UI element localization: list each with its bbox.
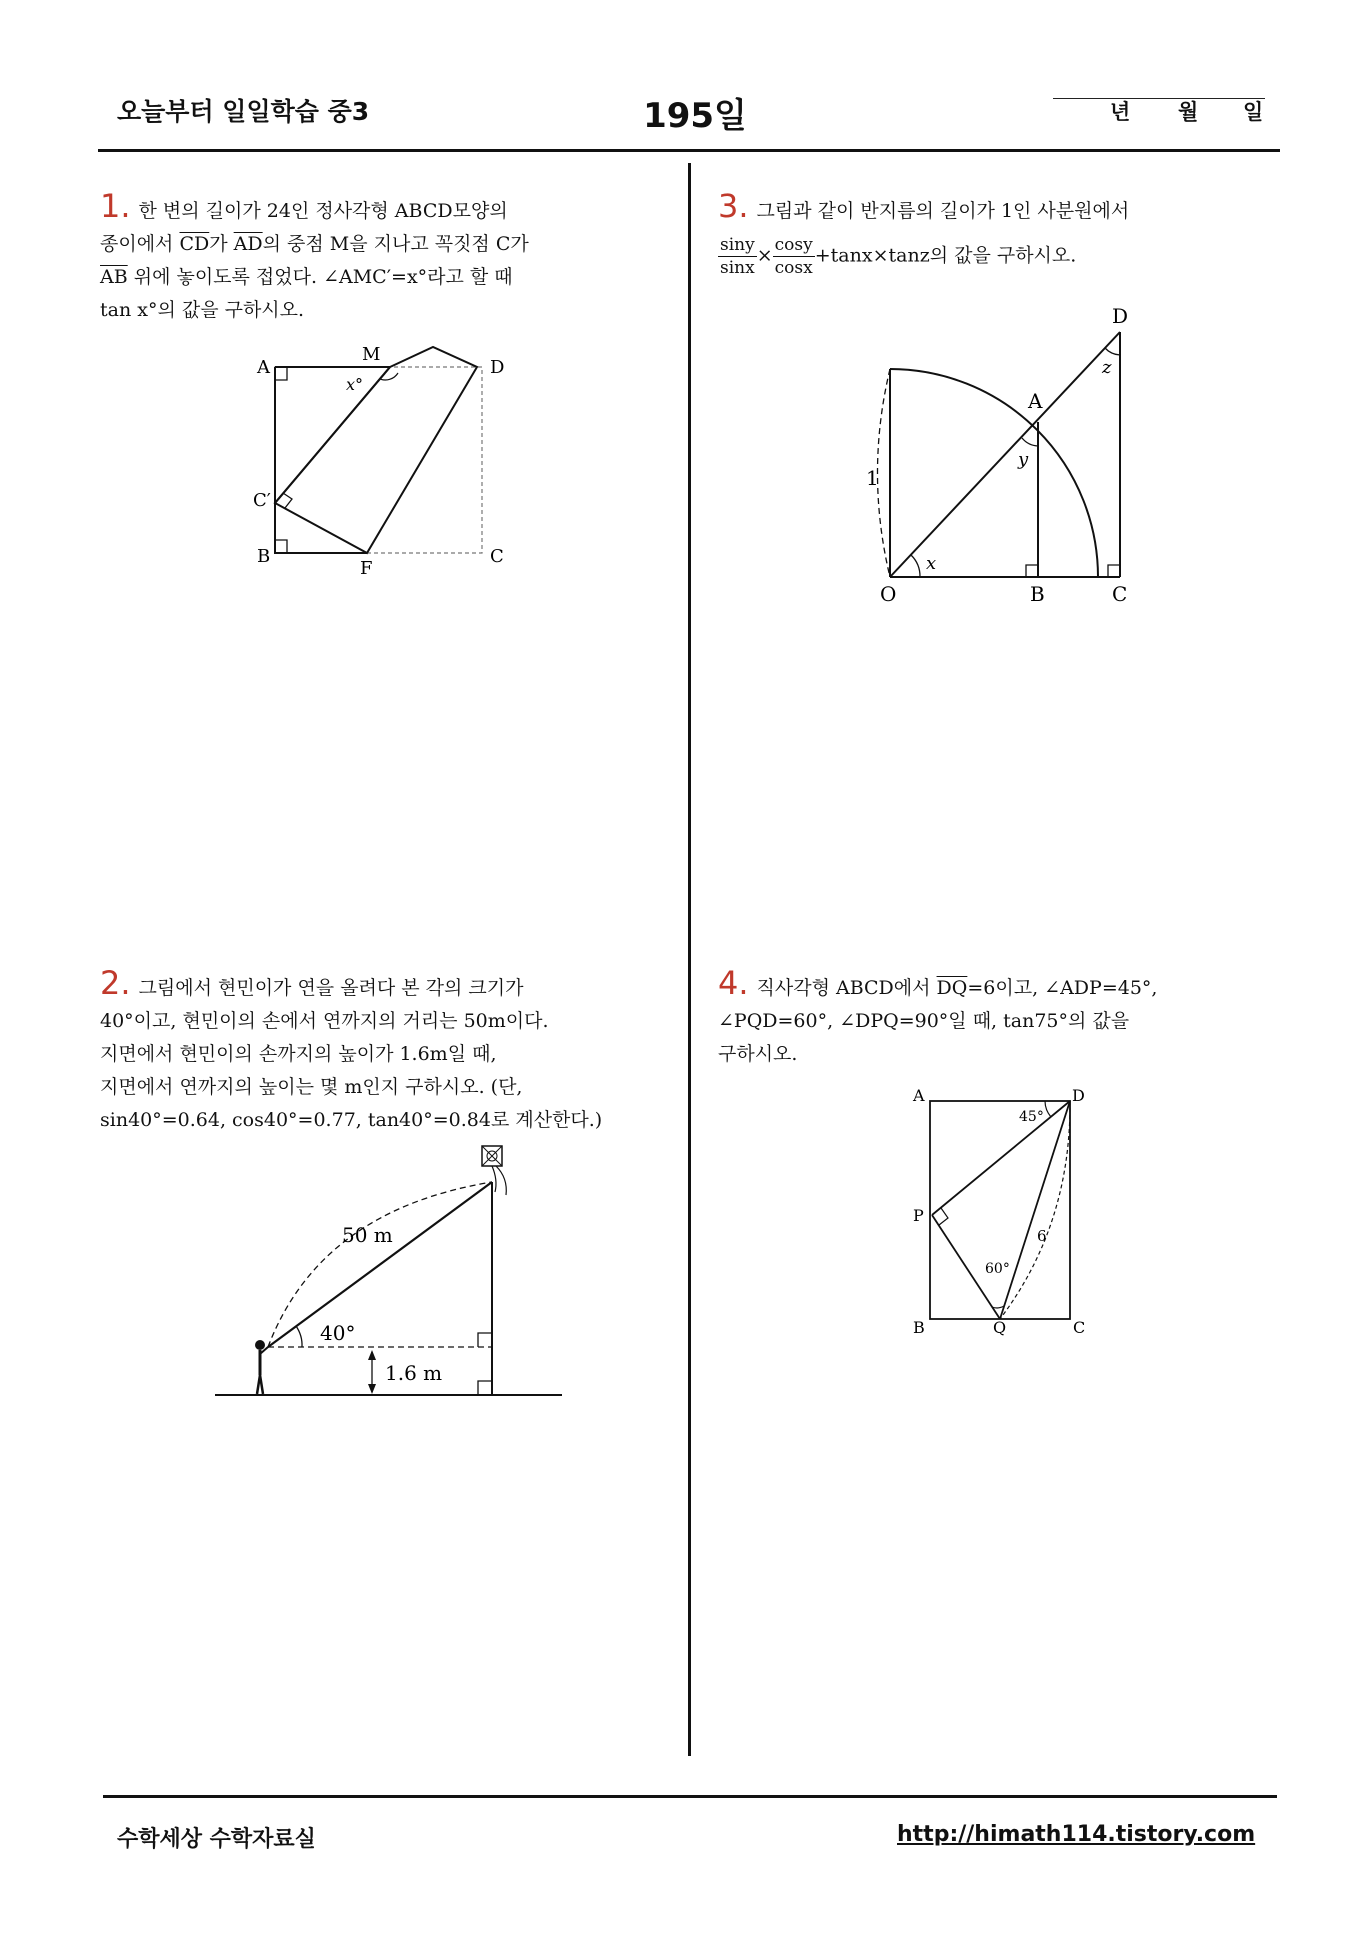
label-d: D [1072,1086,1085,1105]
day-number: 195일 [643,96,747,136]
label-a: A [257,357,270,378]
fraction-denominator: cosx [774,258,813,278]
label-b: B [257,546,271,567]
figure-4 [905,1085,1105,1337]
problem-text: 가 [209,233,234,255]
label-b: B [1030,582,1045,606]
label-6: 6 [1037,1227,1047,1245]
footer-rule [103,1795,1277,1798]
person-icon [255,1340,265,1350]
problem-text: 그림에서 현민이가 연을 올려다 본 각의 크기가 [138,977,524,999]
label-c-prime: C′ [253,490,271,511]
label-a: A [1028,389,1043,413]
problem-1 [100,187,660,327]
problem-text: 의 중점 M을 지나고 꼭짓점 C가 [262,233,529,255]
date-month-label: 월 [1178,100,1199,124]
expression-tail: +tanx×tanz [814,244,930,267]
label-x: x° [346,375,364,394]
problem-number: 4. [718,964,749,1002]
segment-ad: $\overline{AD}$ [233,233,263,255]
segment-ab: $\overline{AB}$ [100,266,128,288]
date-field [1053,96,1265,124]
problem-text: 직사각형 ABCD에서 [756,977,937,999]
fraction-numerator: cosy [774,235,813,255]
label-z: z [1102,357,1112,378]
label-d: D [490,357,505,378]
footer-link[interactable]: http://himath114.tistory.com [897,1822,1256,1847]
problem-number: 3. [718,187,749,225]
problem-text: 한 변의 길이가 24인 정사각형 ABCD모양의 [138,200,508,222]
label-c: C [1112,582,1128,606]
header-title: 오늘부터 일일학습 중3 [117,97,370,126]
fraction-denominator: sinx [720,258,755,278]
fraction-1 [718,234,757,279]
problem-text: =6이고, ∠ADP=45°, [967,977,1158,999]
problem-text: 종이에서 [100,233,180,255]
label-c: C [490,546,504,567]
times-sign: × [756,244,773,267]
label-50m: 50 m [342,1223,393,1247]
problem-text: ∠PQD=60°, ∠DPQ=90°일 때, tan75°의 값을 [718,1010,1130,1032]
label-p: P [913,1206,924,1225]
fraction-numerator: siny [720,235,755,255]
label-b: B [913,1318,925,1337]
problem-2 [100,964,680,1137]
label-q: Q [993,1318,1007,1337]
problem-text: 40°이고, 현민이의 손에서 연까지의 거리는 50m이다. [100,1010,549,1032]
problem-text: 의 값을 구하시오. [929,244,1077,267]
label-a: A [913,1086,925,1105]
figure-1 [250,340,505,580]
label-1: 1 [866,466,879,490]
label-1-6m: 1.6 m [385,1361,443,1385]
problem-number: 2. [100,964,131,1002]
figure-2 [210,1140,570,1400]
column-divider [688,163,691,1756]
footer-title: 수학세상 수학자료실 [117,1827,316,1852]
header-rule [98,149,1280,152]
label-60deg: 60° [985,1261,1010,1277]
label-40deg: 40° [320,1321,356,1345]
problem-text: 지면에서 연까지의 높이는 몇 m인지 구하시오. (단, [100,1076,523,1098]
fraction-2 [773,234,815,279]
figure-3 [860,305,1140,605]
label-m: M [362,344,381,365]
date-day-label: 일 [1243,100,1264,124]
label-f: F [360,558,373,579]
label-d: D [1112,304,1129,328]
problem-4 [718,964,1298,1071]
label-y: y [1018,449,1029,470]
date-year-label: 년 [1110,100,1131,124]
segment-dq: $\overline{DQ}$ [936,977,968,999]
label-c: C [1073,1318,1086,1337]
problem-number: 1. [100,187,131,225]
problem-text: tan x°의 값을 구하시오. [100,299,305,321]
label-o: O [880,582,897,606]
problem-text: sin40°=0.64, cos40°=0.77, tan40°=0.84로 계산한다.) [100,1109,603,1131]
problem-text: 구하시오. [718,1043,798,1065]
segment-cd: $\overline{CD}$ [179,233,210,255]
problem-3 [718,187,1298,279]
problem-text: 위에 놓이도록 접었다. ∠AMC′=x°라고 할 때 [127,266,513,288]
problem-text: 지면에서 현민이의 손까지의 높이가 1.6m일 때, [100,1043,497,1065]
problem-text: 그림과 같이 반지름의 길이가 1인 사분원에서 [756,200,1130,222]
label-45deg: 45° [1019,1109,1044,1125]
label-x: x [926,553,937,574]
